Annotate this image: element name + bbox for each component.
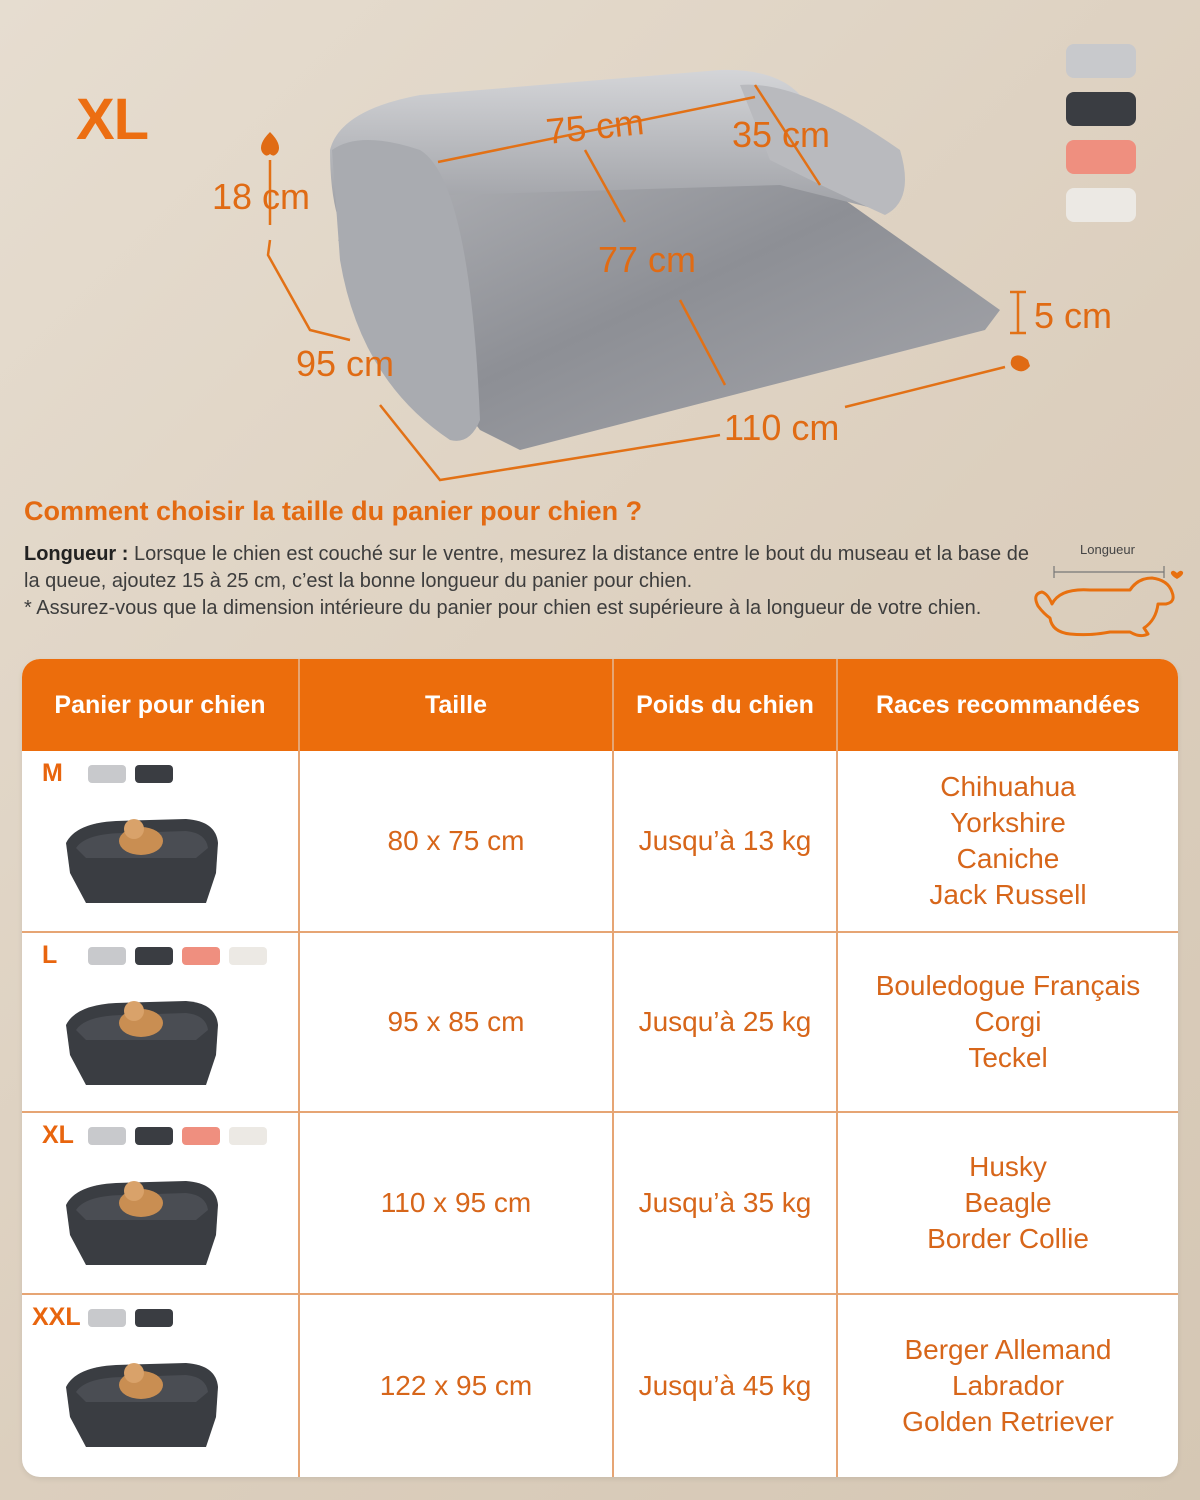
dog-icon-label: Longueur bbox=[1080, 542, 1135, 557]
row-breeds bbox=[838, 1295, 1178, 1477]
row-swatch bbox=[182, 947, 220, 965]
dim-base: 5 cm bbox=[1034, 295, 1113, 336]
hero-size-label: XL bbox=[76, 87, 149, 152]
row-size-label: L bbox=[42, 941, 58, 969]
header-bed: Panier pour chien bbox=[22, 659, 298, 751]
breed-name: Bouledogue Français bbox=[875, 970, 1141, 1001]
bed-photo bbox=[56, 1347, 226, 1457]
swatch-2 bbox=[1066, 140, 1136, 174]
dim-inner-depth: 77 cm bbox=[598, 239, 697, 280]
guide-line-2: * Assurez-vous que la dimension intérieure du panier pour chien est supérieure à la longueur de votre chien. bbox=[24, 597, 982, 619]
breed-name: Corgi bbox=[974, 1006, 1042, 1037]
swatch-0 bbox=[1066, 44, 1136, 78]
dog-length-icon bbox=[1030, 540, 1190, 645]
row-swatch bbox=[135, 1127, 173, 1145]
bed-photo bbox=[56, 985, 226, 1095]
row-swatch bbox=[88, 947, 126, 965]
breed-name: Golden Retriever bbox=[902, 1406, 1114, 1437]
swatch-3 bbox=[1066, 188, 1136, 222]
row-dimensions: 95 x 85 cm bbox=[387, 1006, 525, 1037]
row-swatch bbox=[88, 1309, 126, 1327]
bed-photo bbox=[56, 803, 226, 913]
row-breeds bbox=[838, 1113, 1178, 1293]
breed-name: Caniche bbox=[956, 843, 1060, 874]
row-swatch bbox=[135, 765, 173, 783]
row-breeds bbox=[838, 751, 1178, 931]
row-dimensions: 110 x 95 cm bbox=[380, 1187, 532, 1218]
dim-bolster: 35 cm bbox=[732, 114, 831, 155]
dim-width: 110 cm bbox=[724, 407, 840, 448]
row-weight: Jusqu’à 13 kg bbox=[638, 825, 812, 856]
breed-name: Teckel bbox=[968, 1042, 1048, 1073]
row-swatch bbox=[88, 1127, 126, 1145]
row-size-label: XXL bbox=[32, 1303, 81, 1331]
bed-photo bbox=[56, 1165, 226, 1275]
header-size: Taille bbox=[300, 659, 612, 751]
breed-name: Berger Allemand bbox=[904, 1334, 1112, 1365]
row-swatch bbox=[88, 765, 126, 783]
color-swatches bbox=[1066, 44, 1138, 236]
row-dimensions: 122 x 95 cm bbox=[379, 1370, 533, 1401]
guide-label: Longueur : bbox=[24, 543, 129, 565]
breed-name: Labrador bbox=[951, 1370, 1065, 1401]
breed-name: Jack Russell bbox=[929, 879, 1087, 910]
breed-name: Yorkshire bbox=[950, 807, 1066, 838]
row-swatch bbox=[135, 947, 173, 965]
row-dimensions: 80 x 75 cm bbox=[387, 825, 525, 856]
row-size-label: XL bbox=[42, 1121, 74, 1149]
guide-text bbox=[24, 541, 1034, 622]
breed-name: Beagle bbox=[964, 1187, 1052, 1218]
dim-depth: 95 cm bbox=[296, 343, 395, 384]
guide-title: Comment choisir la taille du panier pour chien ? bbox=[24, 496, 643, 526]
row-swatch bbox=[229, 947, 267, 965]
guide-line-1: Lorsque le chien est couché sur le ventre, mesurez la distance entre le bout du museau et la base de la queue, ajoutez 15 à 25 cm, c’est la bonne longueur du panier pour chien. bbox=[24, 543, 1029, 592]
dim-inner-width: 75 cm bbox=[544, 100, 646, 153]
dim-height: 18 cm bbox=[212, 176, 311, 217]
row-size-label: M bbox=[42, 759, 63, 787]
breed-name: Border Collie bbox=[927, 1223, 1089, 1254]
row-breeds bbox=[838, 933, 1178, 1111]
row-swatch bbox=[229, 1127, 267, 1145]
breed-name: Husky bbox=[969, 1151, 1047, 1182]
row-weight: Jusqu’à 25 kg bbox=[638, 1006, 812, 1037]
size-table bbox=[22, 659, 1178, 1477]
row-weight: Jusqu’à 45 kg bbox=[638, 1370, 812, 1401]
row-swatch bbox=[135, 1309, 173, 1327]
header-breeds: Races recommandées bbox=[838, 659, 1178, 751]
row-weight: Jusqu’à 35 kg bbox=[638, 1187, 812, 1218]
row-swatch bbox=[182, 1127, 220, 1145]
header-weight: Poids du chien bbox=[614, 659, 836, 751]
swatch-1 bbox=[1066, 92, 1136, 126]
breed-name: Chihuahua bbox=[940, 771, 1076, 802]
